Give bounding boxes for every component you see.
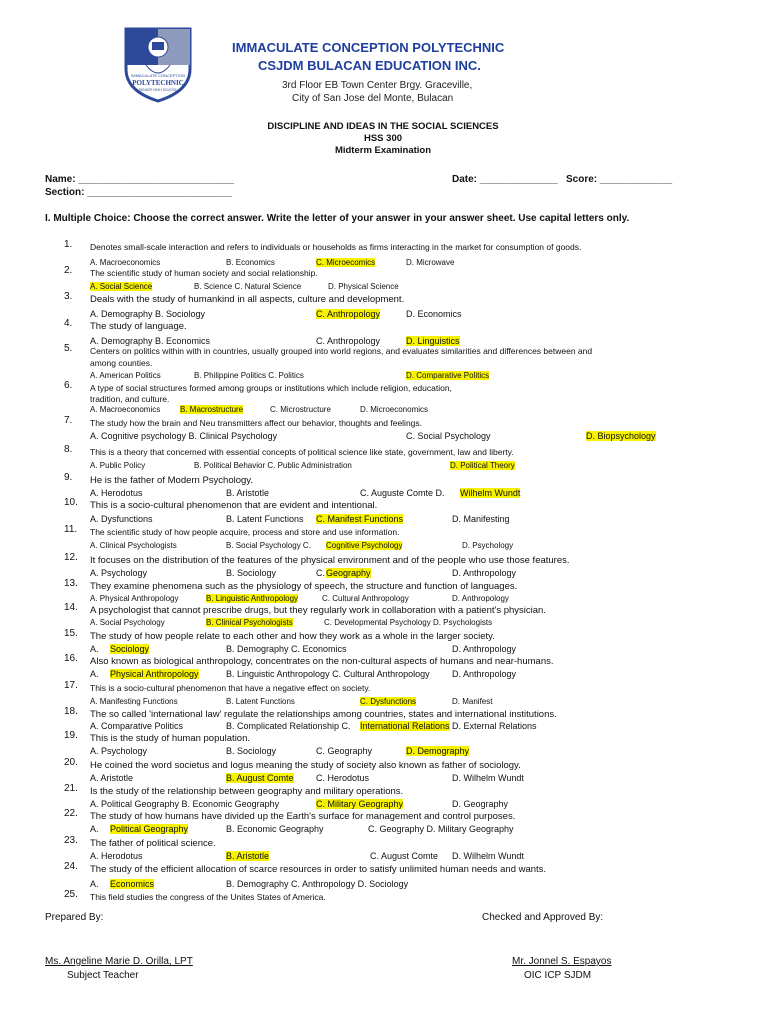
answer-option: B. Political Behavior C. Public Administration xyxy=(194,461,352,470)
answer-option: B. Linguistic Anthropology C. Cultural Anthropology xyxy=(226,669,430,679)
answer-option-highlighted: Wilhelm Wundt xyxy=(460,488,521,498)
question-text-continued: tradition, and culture. xyxy=(90,394,170,404)
question-text: The scientific study of human society and social relationship. xyxy=(90,268,318,278)
answer-option: C. Social Psychology xyxy=(406,431,491,441)
school-logo xyxy=(118,25,198,105)
answer-option: D. Manifest xyxy=(452,697,493,706)
score-field[interactable]: Score: _____________ xyxy=(566,174,673,185)
answer-option: D. External Relations xyxy=(452,721,537,731)
answer-option: B. Demography C. Economics xyxy=(226,644,347,654)
question-text: The study of how people relate to each other and how they work as a whole in the larger society. xyxy=(90,631,495,642)
answer-option-highlighted: A. Social Science xyxy=(90,282,153,291)
question-text: The study of how humans have divided up the Earth's surface for management and control purposes. xyxy=(90,811,516,822)
question-number: 18. xyxy=(64,706,78,717)
answer-option-highlighted: B. Linguistic Anthropology xyxy=(206,594,299,603)
answer-option-highlighted: C. Dysfunctions xyxy=(360,697,417,706)
answer-option-highlighted: C. Manifest Functions xyxy=(316,514,404,524)
question-number: 24. xyxy=(64,861,78,872)
answer-option: A. Comparative Politics xyxy=(90,721,184,731)
answer-option: C. Cultural Anthropology xyxy=(322,594,409,603)
answer-option: D. Anthropology xyxy=(452,644,517,654)
question-text: It focuses on the distribution of the features of the physical environment and of the people who use those features. xyxy=(90,555,570,566)
answer-option: C. Geography xyxy=(316,746,373,756)
answer-option: B. Demography C. Anthropology D. Sociology xyxy=(226,879,409,889)
prepared-by-label: Prepared By: xyxy=(45,912,104,923)
question-number: 10. xyxy=(64,497,78,508)
answer-option: A. Manifesting Functions xyxy=(90,697,178,706)
question-text: A psychologist that cannot prescribe drugs, but they regularly work in collaboration with a patient's physician. xyxy=(90,605,546,616)
teacher-role: Subject Teacher xyxy=(67,970,139,981)
answer-option: A. Demography B. Sociology xyxy=(90,309,206,319)
question-number: 22. xyxy=(64,808,78,819)
answer-option: A. Herodotus xyxy=(90,851,143,861)
question-number: 6. xyxy=(64,380,73,391)
question-text: Denotes small-scale interaction and refers to individuals or households as firms interacting in the market for consumption of goods. xyxy=(90,242,582,252)
answer-option: A. Public Policy xyxy=(90,461,146,470)
svg-text:POLYTECHNIC: POLYTECHNIC xyxy=(132,79,184,87)
question-text: This is a socio-cultural phenomenon that are evident and intentional. xyxy=(90,500,378,511)
answer-option-highlighted: Geography xyxy=(326,568,371,578)
answer-option: B. Science C. Natural Science xyxy=(194,282,302,291)
question-text: They examine phenomena such as the physiology of speech, the structure and function of languages. xyxy=(90,581,518,592)
question-number: 11. xyxy=(64,524,78,535)
answer-option: A. Herodotus xyxy=(90,488,143,498)
answer-option: C. August Comte xyxy=(370,851,439,861)
teacher-name: Ms. Angeline Marie D. Orilla, LPT xyxy=(45,956,193,967)
answer-option: A. Social Psychology xyxy=(90,618,165,627)
answer-option: C. xyxy=(316,568,325,578)
approver-role: OIC ICP SJDM xyxy=(524,970,592,981)
subject-title: DISCIPLINE AND IDEAS IN THE SOCIAL SCIENCES xyxy=(267,121,499,132)
svg-text:SENIOR HIGH SCHOOL: SENIOR HIGH SCHOOL xyxy=(138,88,178,92)
answer-option: B. Economics xyxy=(226,258,275,267)
answer-option-highlighted: C. Microecomics xyxy=(316,258,376,267)
question-number: 9. xyxy=(64,472,73,483)
svg-text:IMMACULATE CONCEPTION: IMMACULATE CONCEPTION xyxy=(131,73,185,78)
question-number: 1. xyxy=(64,239,73,250)
question-text: The scientific study of how people acquire, process and store and use information. xyxy=(90,527,400,537)
answer-option-highlighted: B. Aristotle xyxy=(226,851,270,861)
answer-option-highlighted: Economics xyxy=(110,879,155,889)
answer-option-highlighted: D. Comparative Politics xyxy=(406,371,490,380)
school-name: IMMACULATE CONCEPTION POLYTECHNIC xyxy=(232,40,505,55)
answer-option: D. Wilhelm Wundt xyxy=(452,851,524,861)
answer-option: B. Philippine Politics C. Politics xyxy=(194,371,304,380)
answer-option: C. Herodotus xyxy=(316,773,370,783)
answer-option: A. Psychology xyxy=(90,568,148,578)
question-number: 17. xyxy=(64,680,78,691)
question-text: This is the study of human population. xyxy=(90,733,251,744)
question-text: A type of social structures formed among groups or institutions which include religion, education, xyxy=(90,383,452,393)
answer-option-highlighted: B. Clinical Psychologists xyxy=(206,618,293,627)
answer-option: B. Aristotle xyxy=(226,488,270,498)
answer-option: B. Latent Functions xyxy=(226,514,304,524)
question-text: The father of political science. xyxy=(90,838,216,849)
address-line-1: 3rd Floor EB Town Center Brgy. Graceville, xyxy=(282,80,473,91)
question-text: Deals with the study of humankind in all aspects, culture and development. xyxy=(90,294,405,305)
answer-option: B. Sociology xyxy=(226,568,277,578)
answer-option: D. Geography xyxy=(452,799,509,809)
answer-option: D. Anthropology xyxy=(452,568,517,578)
answer-option: D. Microwave xyxy=(406,258,455,267)
question-text: Centers on politics within with in countries, usually grouped into world regions, and evaluates similarities and differences between and xyxy=(90,346,593,356)
answer-option: A. Macroeconomics xyxy=(90,405,161,414)
answer-option: D. Anthropology xyxy=(452,594,509,603)
instructions: I. Multiple Choice: Choose the correct answer. Write the letter of your answer in your answer sheet. Use capital letters only. xyxy=(45,213,630,224)
exam-name: Midterm Examination xyxy=(334,145,432,156)
question-text: This field studies the congress of the Unites States of America. xyxy=(90,892,326,902)
answer-option: D. Psychology xyxy=(462,541,514,550)
answer-option: A. Political Geography B. Economic Geography xyxy=(90,799,280,809)
answer-option: A. Dysfunctions xyxy=(90,514,153,524)
answer-option: A. Psychology xyxy=(90,746,148,756)
question-number: 7. xyxy=(64,415,73,426)
question-text: The so called 'international law' regulate the relationships among countries, states and international institutions. xyxy=(90,709,557,720)
question-text: The study how the brain and Neu transmitters affect our behavior, thoughts and feelings. xyxy=(90,418,423,428)
subject-code: HSS 300 xyxy=(363,133,403,144)
answer-option: D. Microeconomics xyxy=(360,405,429,414)
org-name: CSJDM BULACAN EDUCATION INC. xyxy=(258,58,481,73)
question-text: The study of language. xyxy=(90,321,187,332)
question-text: This is a socio-cultural phenomenon that have a negative effect on society. xyxy=(90,683,371,693)
answer-option: B. Economic Geography xyxy=(226,824,324,834)
answer-option-highlighted: Cognitive Psychology xyxy=(326,541,403,550)
name-field[interactable]: Name: ____________________________ xyxy=(45,174,235,185)
question-text: This is a theory that concerned with essential concepts of political science like state, government, law and liberty. xyxy=(90,447,514,457)
question-number: 13. xyxy=(64,578,78,589)
question-number: 12. xyxy=(64,552,78,563)
approver-name: Mr. Jonnel S. Espayos xyxy=(512,956,612,967)
answer-option: A. Physical Anthropology xyxy=(90,594,179,603)
answer-option-highlighted: Political Geography xyxy=(110,824,189,834)
answer-option: C. Developmental Psychology D. Psychologists xyxy=(324,618,493,627)
answer-option: D. Anthropology xyxy=(452,669,517,679)
answer-option: A. Aristotle xyxy=(90,773,134,783)
answer-option: A. Demography B. Economics xyxy=(90,336,211,346)
answer-option: C. Anthropology xyxy=(316,336,381,346)
answer-option: A. Macroeconomics xyxy=(90,258,161,267)
question-text: Is the study of the relationship between geography and military operations. xyxy=(90,786,404,797)
answer-option-highlighted: Physical Anthropology xyxy=(110,669,199,679)
answer-option: B. Latent Functions xyxy=(226,697,295,706)
checked-by-label: Checked and Approved By: xyxy=(482,912,604,923)
answer-option: D. Wilhelm Wundt xyxy=(452,773,524,783)
answer-option: C. Auguste Comte D. xyxy=(360,488,445,498)
answer-option: A. American Politics xyxy=(90,371,161,380)
answer-option: A. Clinical Psychologists xyxy=(90,541,177,550)
question-number: 8. xyxy=(64,444,73,455)
question-number: 15. xyxy=(64,628,78,639)
answer-option-highlighted: D. Linguistics xyxy=(406,336,460,346)
question-number: 21. xyxy=(64,783,78,794)
answer-option-highlighted: Sociology xyxy=(110,644,150,654)
address-line-2: City of San Jose del Monte, Bulacan xyxy=(292,93,454,104)
question-number: 5. xyxy=(64,343,73,354)
answer-option: D. Economics xyxy=(406,309,462,319)
date-field[interactable]: Date: ______________ xyxy=(452,174,558,185)
answer-option-highlighted: D. Demography xyxy=(406,746,470,756)
answer-option: D. Physical Science xyxy=(328,282,399,291)
answer-option: A. Cognitive psychology B. Clinical Psychology xyxy=(90,431,278,441)
answer-option-highlighted: International Relations xyxy=(360,721,450,731)
question-number: 25. xyxy=(64,889,78,900)
question-number: 3. xyxy=(64,291,73,302)
question-number: 14. xyxy=(64,602,78,613)
answer-option: A. xyxy=(90,669,99,679)
answer-option-highlighted: C. Military Geography xyxy=(316,799,404,809)
answer-option: A. xyxy=(90,824,99,834)
question-text: The study of the efficient allocation of scarce resources in order to satisfy unlimited human needs and wants. xyxy=(90,864,547,875)
answer-option: D. Manifesting xyxy=(452,514,510,524)
question-text: Also known as biological anthropology, concentrates on the non-cultural aspects of humans and near-humans. xyxy=(90,656,554,667)
question-number: 4. xyxy=(64,318,73,329)
question-text-continued: among counties. xyxy=(90,358,153,368)
answer-option: C. Microstructure xyxy=(270,405,331,414)
question-number: 20. xyxy=(64,757,78,768)
answer-option-highlighted: D. Political Theory xyxy=(450,461,515,470)
answer-option-highlighted: B. August Comte xyxy=(226,773,294,783)
answer-option: A. xyxy=(90,879,99,889)
question-number: 16. xyxy=(64,653,78,664)
answer-option: A. xyxy=(90,644,99,654)
answer-option: B. Social Psychology C. xyxy=(226,541,311,550)
answer-option: B. Complicated Relationship C. xyxy=(226,721,351,731)
question-text: He is the father of Modern Psychology. xyxy=(90,475,253,486)
question-number: 2. xyxy=(64,265,73,276)
question-number: 19. xyxy=(64,730,78,741)
answer-option: C. Geography D. Military Geography xyxy=(368,824,514,834)
section-field[interactable]: Section: __________________________ xyxy=(45,187,232,198)
answer-option-highlighted: C. Anthropology xyxy=(316,309,381,319)
answer-option: B. Sociology xyxy=(226,746,277,756)
question-number: 23. xyxy=(64,835,78,846)
answer-option-highlighted: B. Macrostructure xyxy=(180,405,244,414)
question-text: He coined the word societus and logus meaning the study of society also known as father of sociology. xyxy=(90,760,521,771)
answer-option-highlighted: D. Biopsychology xyxy=(586,431,656,441)
